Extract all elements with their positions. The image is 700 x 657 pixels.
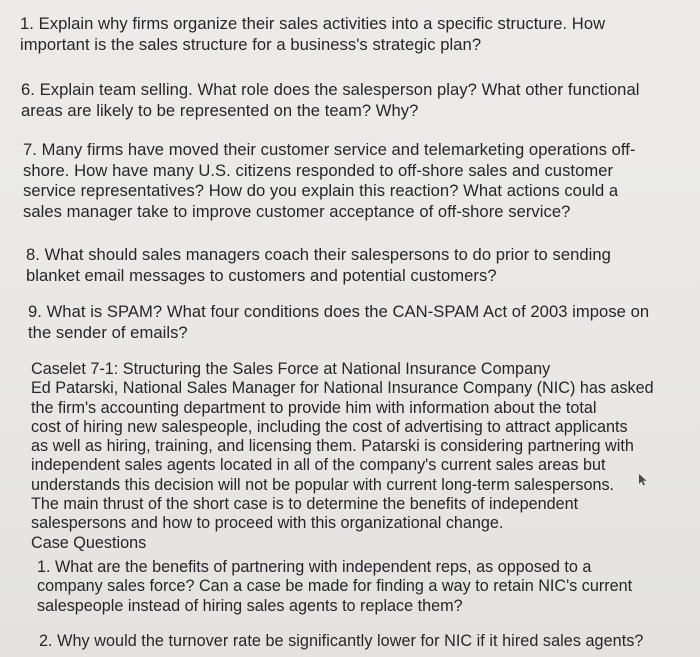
caselet-7-1 bbox=[31, 360, 654, 553]
text-line: areas are likely to be represented on the team? Why? bbox=[21, 100, 419, 120]
text-line: the sender of emails? bbox=[28, 322, 188, 342]
text-line: 9. What is SPAM? What four conditions does the CAN-SPAM Act of 2003 impose on bbox=[28, 302, 650, 321]
text-line: sales manager take to improve customer acceptance of off-shore service? bbox=[23, 201, 571, 221]
text-line: 6. Explain team selling. What role does the salesperson play? What other functional bbox=[21, 80, 640, 99]
question-6 bbox=[21, 80, 639, 121]
text-line: The main thrust of the short case is to determine the benefits of independent bbox=[31, 495, 579, 514]
text-line: 1. Explain why firms organize their sales activities into a specific structure. How bbox=[20, 14, 606, 33]
caselet-title: Caselet 7-1: Structuring the Sales Force at National Insurance Company bbox=[31, 360, 551, 378]
question-9 bbox=[28, 302, 649, 343]
case-questions-heading: Case Questions bbox=[31, 533, 147, 552]
text-line: understands this decision will not be popular with current long-term salespersons. bbox=[31, 475, 615, 494]
text-line: important is the sales structure for a business's strategic plan? bbox=[20, 34, 482, 54]
text-line: 8. What should sales managers coach their salespersons to do prior to sending bbox=[26, 245, 611, 264]
text-line: service representatives? How do you explain this reaction? What actions could a bbox=[23, 181, 619, 200]
question-1 bbox=[20, 14, 605, 55]
text-line: as well as hiring, training, and licensing them. Patarski is considering partnering with bbox=[31, 437, 634, 456]
question-8 bbox=[26, 245, 611, 286]
text-line: salespersons and how to proceed with this organizational change. bbox=[31, 514, 504, 533]
cursor-arrow-icon bbox=[638, 474, 648, 486]
text-line: independent sales agents located in all of the company's current sales areas but bbox=[31, 456, 606, 475]
text-line: shore. How have many U.S. citizens responded to off-shore sales and customer bbox=[23, 160, 614, 180]
text-line: the firm's accounting department to provide him with information about the total bbox=[31, 398, 597, 417]
text-line: cost of hiring new salespeople, including the cost of advertising to attract applicants bbox=[31, 417, 628, 436]
text-line: Ed Patarski, National Sales Manager for National Insurance Company (NIC) has asked bbox=[31, 379, 654, 398]
text-line: company sales force? Can a case be made for finding a way to retain NIC's current bbox=[37, 577, 633, 596]
text-line: 2. Why would the turnover rate be significantly lower for NIC if it hired sales agents? bbox=[39, 632, 644, 650]
case-question-1 bbox=[37, 558, 632, 616]
text-line: blanket email messages to customers and potential customers? bbox=[26, 265, 497, 285]
text-line: 7. Many firms have moved their customer service and telemarketing operations off- bbox=[23, 140, 636, 159]
text-line: salespeople instead of hiring sales agents to replace them? bbox=[37, 596, 463, 615]
text-line: 1. What are the benefits of partnering with independent reps, as opposed to a bbox=[37, 558, 592, 576]
question-7 bbox=[23, 140, 635, 222]
case-question-2 bbox=[39, 631, 643, 652]
